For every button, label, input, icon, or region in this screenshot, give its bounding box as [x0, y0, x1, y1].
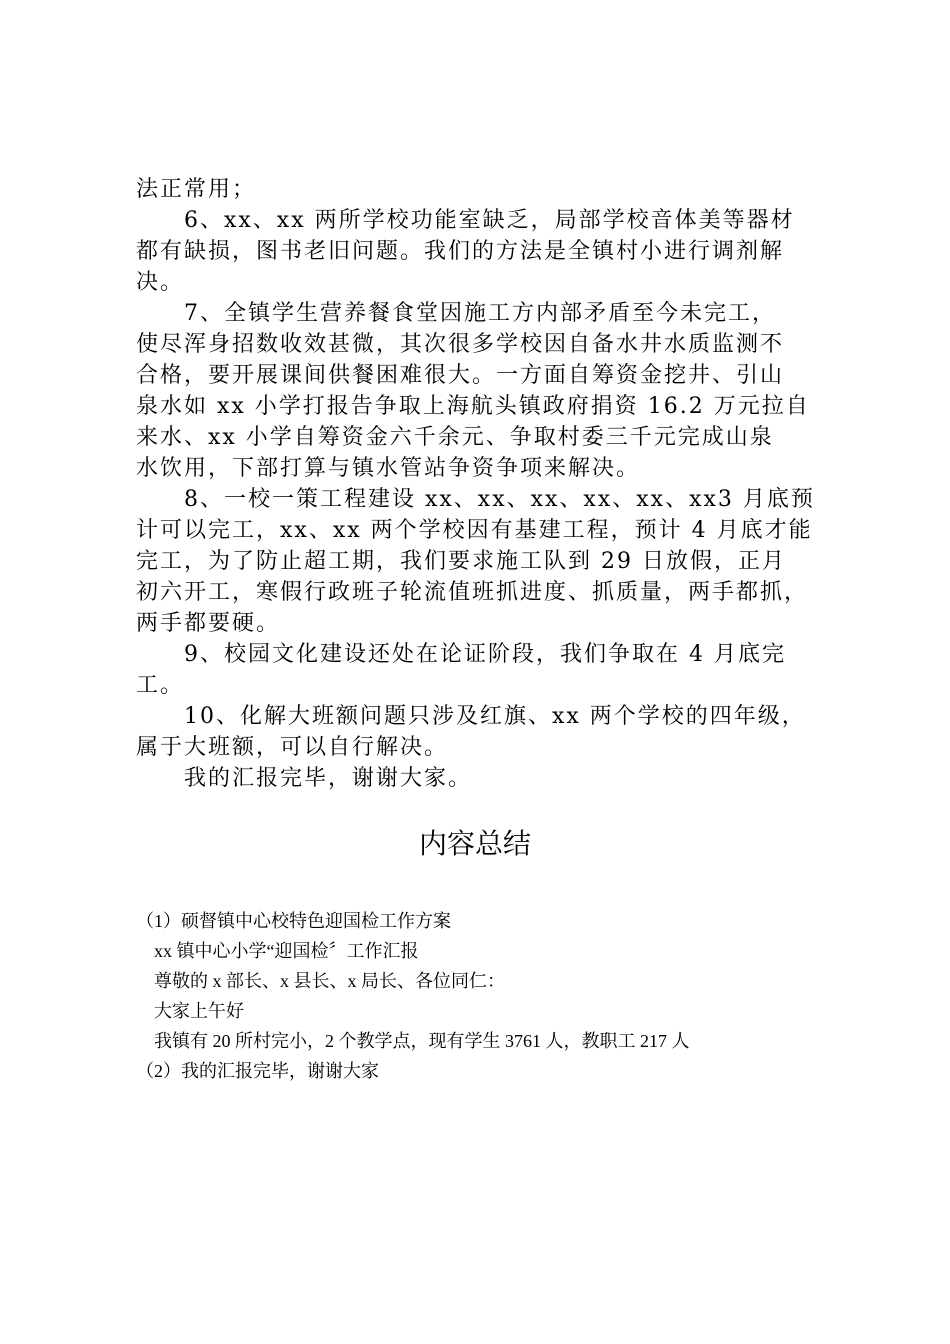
summary-item: 尊敬的 x 部长、x 县长、x 局长、各位同仁： — [154, 971, 505, 991]
body-line: 合格，要开展课间供餐困难很大。一方面自筹资金挖井、引山 — [136, 363, 785, 388]
body-line: 都有缺损，图书老旧问题。我们的方法是全镇村小进行调剂解 — [136, 239, 785, 264]
body-line: 7、全镇学生营养餐食堂因施工方内部矛盾至今未完工， — [184, 301, 776, 326]
body-line: 使尽浑身招数收效甚微，其次很多学校因自备水井水质监测不 — [136, 332, 785, 357]
report-body — [136, 174, 836, 794]
summary-title: 内容总结 — [418, 827, 531, 860]
summary-item: （2）我的汇报完毕，谢谢大家 — [136, 1061, 379, 1081]
body-line: 计可以完工，xx、xx 两个学校因有基建工程，预计 4 月底才能 — [136, 518, 813, 543]
body-line: 法正常用； — [136, 177, 257, 202]
body-line: 8、一校一策工程建设 xx、xx、xx、xx、xx、xx3 月底预 — [184, 487, 815, 512]
body-line: 来水、xx 小学自筹资金六千余元、争取村委三千元完成山泉 — [136, 425, 774, 450]
body-line: 水饮用，下部打算与镇水管站争资争项来解决。 — [136, 456, 641, 481]
body-line: 6、xx、xx 两所学校功能室缺乏，局部学校音体美等器材 — [184, 208, 795, 233]
body-line: 两手都要硬。 — [136, 611, 281, 636]
body-line: 泉水如 xx 小学打报告争取上海航头镇政府捐资 16.2 万元拉自 — [136, 394, 810, 419]
summary-item: 我镇有 20 所村完小，2 个教学点，现有学生 3761 人，教职工 217 人 — [154, 1031, 690, 1051]
body-line: 决。 — [136, 270, 185, 295]
body-line: 初六开工，寒假行政班子轮流值班抓进度、抓质量，两手都抓， — [136, 580, 809, 605]
body-line: 9、校园文化建设还处在论证阶段，我们争取在 4 月底完 — [184, 642, 786, 667]
body-line: 属于大班额，可以自行解决。 — [136, 735, 449, 760]
summary-item: 大家上午好 — [154, 1001, 244, 1021]
body-line: 10、化解大班额问题只涉及红旗、xx 两个学校的四年级， — [184, 704, 806, 729]
summary-item: xx 镇中心小学“迎国检〞工作汇报 — [154, 941, 419, 961]
summary-list — [136, 906, 836, 1086]
body-line: 工。 — [136, 673, 185, 698]
body-line: 完工，为了防止超工期，我们要求施工队到 29 日放假，正月 — [136, 549, 786, 574]
body-line: 我的汇报完毕，谢谢大家。 — [184, 766, 473, 791]
summary-item: （1）硕督镇中心校特色迎国检工作方案 — [136, 911, 451, 931]
